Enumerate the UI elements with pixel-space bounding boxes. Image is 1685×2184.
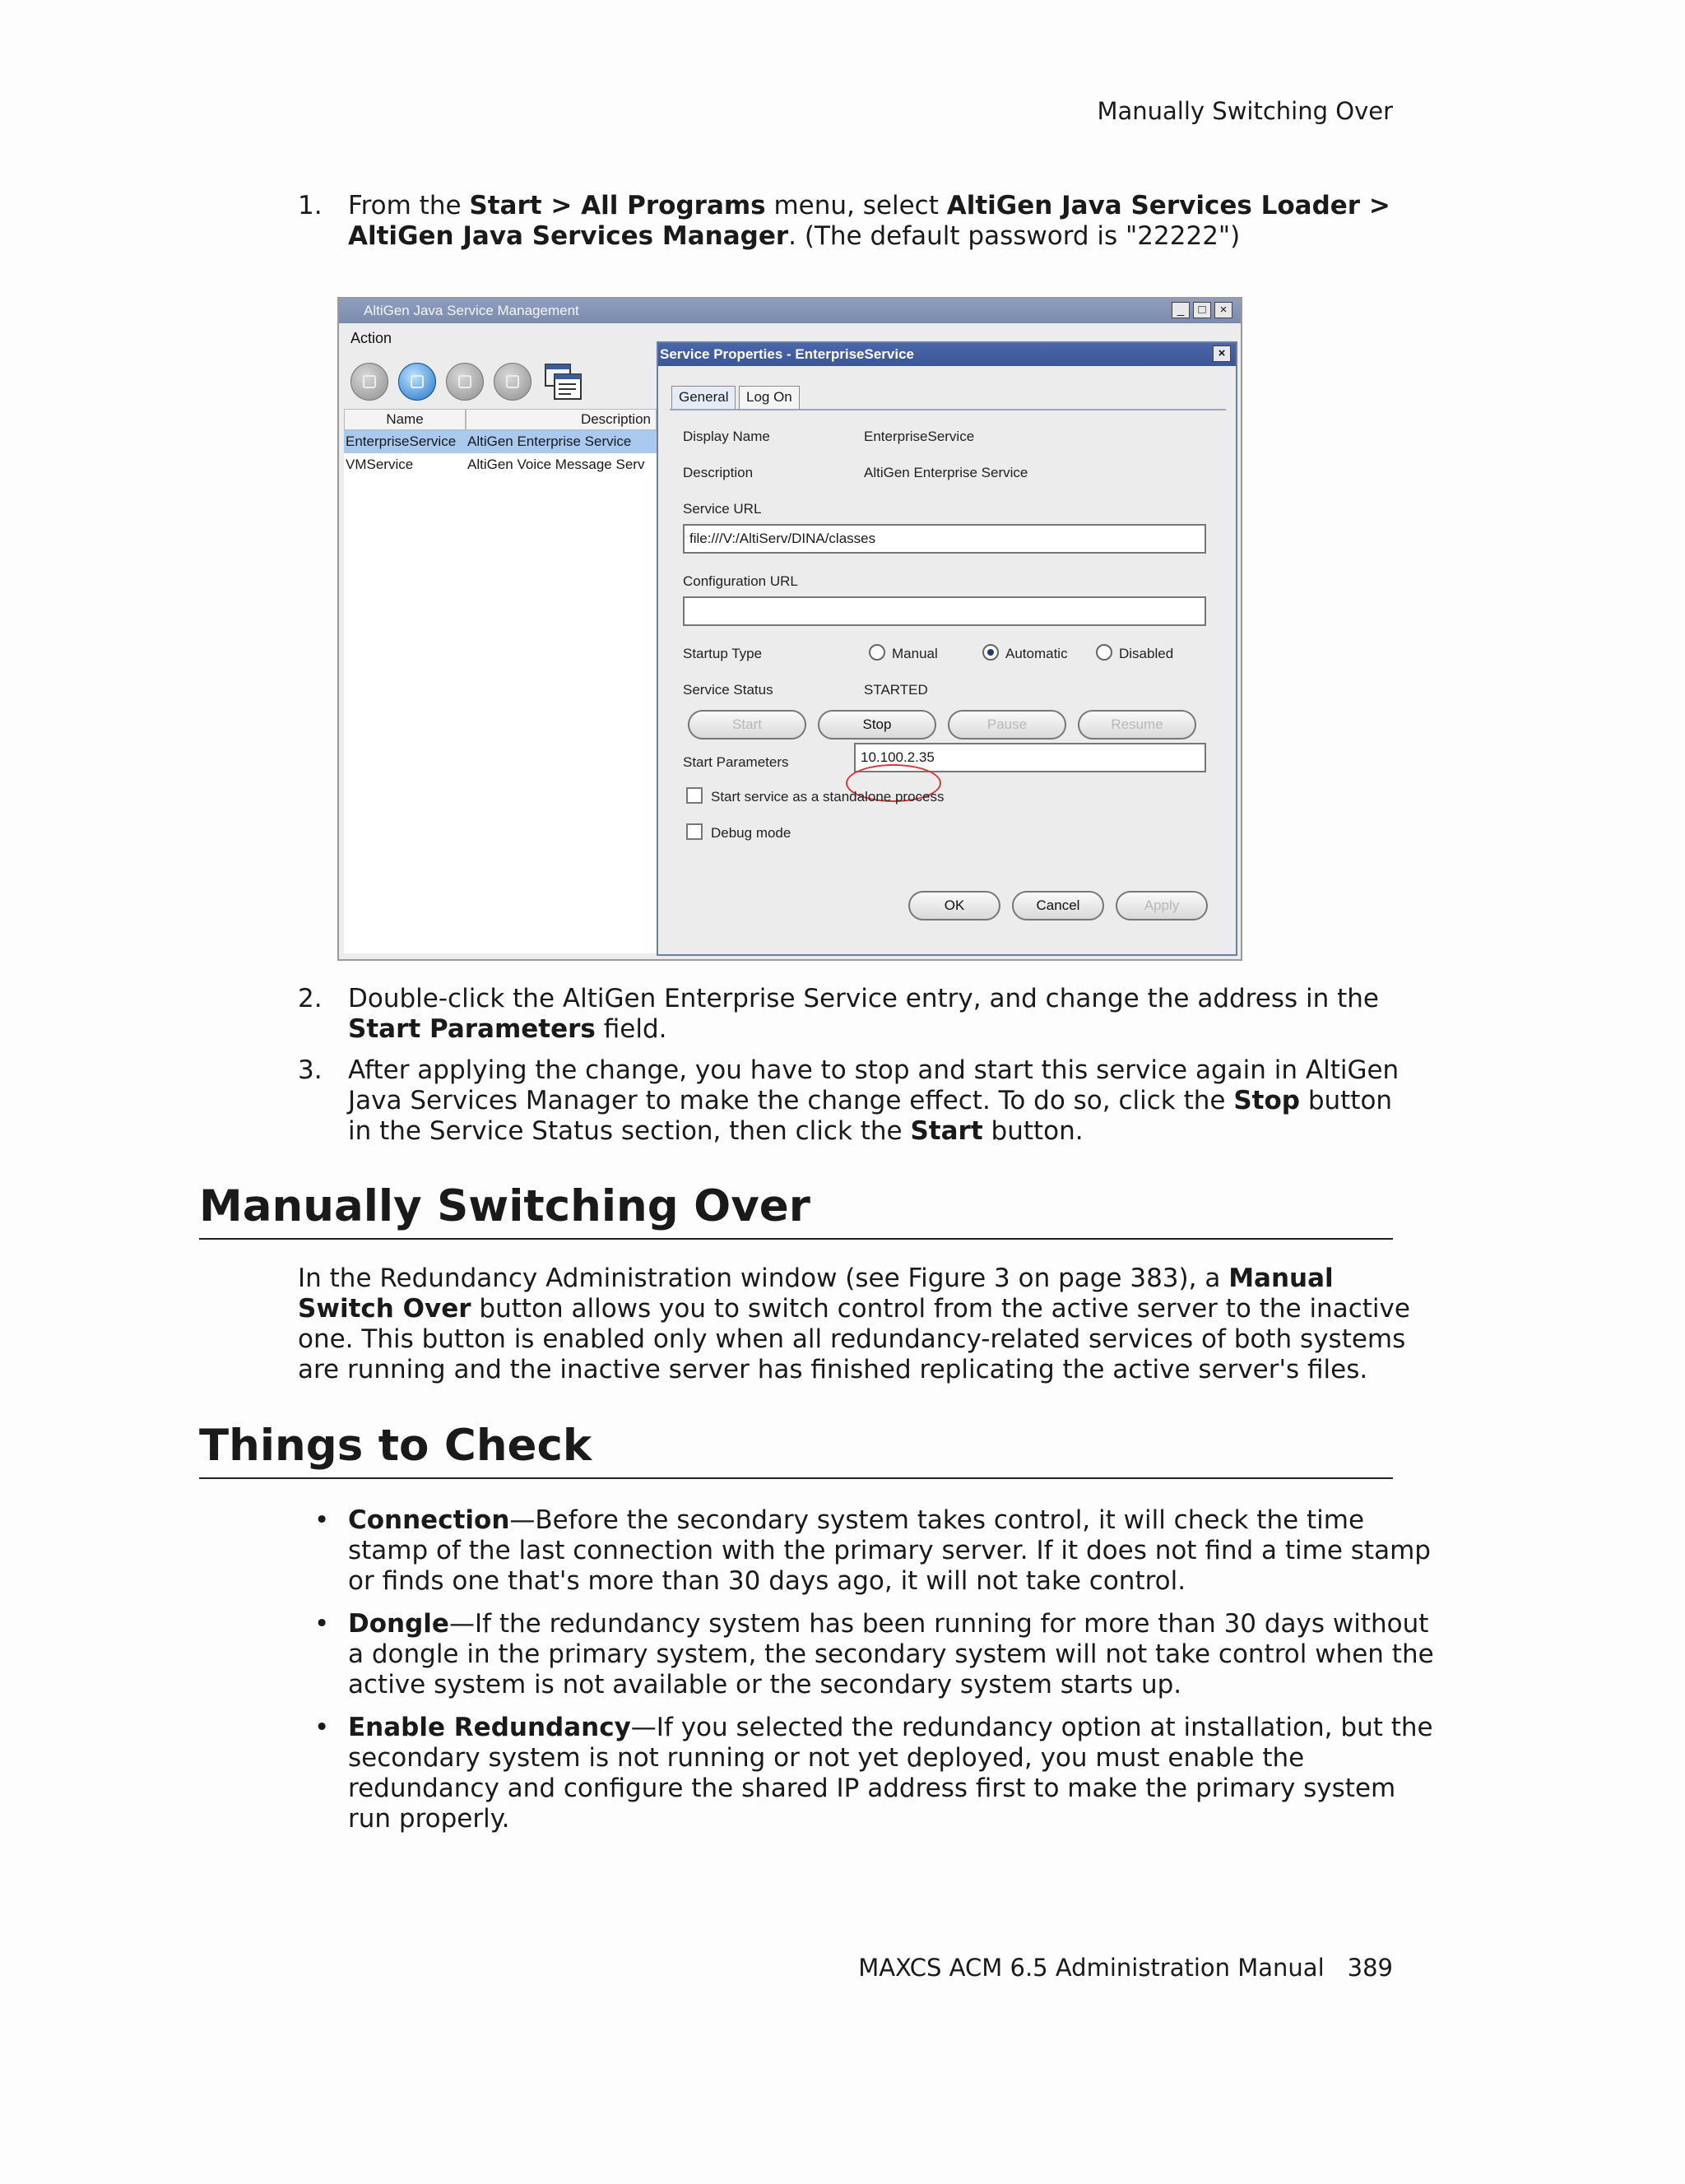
resume-icon[interactable]	[494, 363, 531, 401]
bullet-text: stamp of the last connection with the primary server. If it does not find a time stamp	[348, 1536, 1431, 1565]
bullet-term: Dongle	[348, 1609, 449, 1639]
column-header-description[interactable]: Description	[466, 409, 657, 430]
bullet-text: redundancy and configure the shared IP address first to make the primary system	[348, 1774, 1396, 1803]
running-header: Manually Switching Over	[1097, 97, 1393, 125]
bullet-text: —Before the secondary system takes control, it will check the time	[509, 1505, 1365, 1535]
bullet-text: —If the redundancy system has been running for more than 30 days without	[448, 1609, 1429, 1639]
paragraph-text: are running and the inactive server has finished replicating the active server's files.	[298, 1355, 1368, 1384]
tab-general[interactable]: General	[671, 386, 736, 409]
step-number: 1.	[298, 191, 323, 220]
step-text: Java Services Manager to make the change effect. To do so, click the	[348, 1086, 1234, 1115]
debug-checkbox[interactable]	[686, 823, 703, 840]
step-text: Double-click the AltiGen Enterprise Service entry, and change the address in the	[348, 984, 1379, 1013]
bullet-text: or finds one that's more than 30 days ago, it will not take control.	[348, 1566, 1186, 1596]
column-header-name[interactable]: Name	[344, 409, 466, 430]
stop-icon[interactable]	[398, 363, 436, 401]
paragraph-text: button allows you to switch control from the active server to the inactive	[471, 1294, 1410, 1324]
start-parameters-label: Start Parameters	[683, 754, 789, 770]
service-status-label: Service Status	[683, 682, 773, 698]
description-value: AltiGen Enterprise Service	[864, 465, 1028, 480]
display-name-value: EnterpriseService	[864, 429, 975, 444]
config-url-input[interactable]	[683, 596, 1206, 626]
config-url-label: Configuration URL	[683, 573, 798, 589]
start-icon[interactable]	[350, 363, 388, 401]
service-name: VMService	[346, 457, 414, 472]
field-name: Start Parameters	[348, 1014, 596, 1044]
step-text: After applying the change, you have to stop and start this service again in AltiGen	[348, 1055, 1400, 1085]
heading-rule	[199, 1477, 1393, 1479]
dialog-titlebar	[658, 343, 1236, 366]
radio-disabled[interactable]	[1096, 644, 1112, 661]
service-description: AltiGen Voice Message Serv	[467, 457, 645, 472]
list-item[interactable]	[344, 430, 657, 453]
service-url-input[interactable]: file:///V:/AltiServ/DINA/classes	[683, 524, 1206, 554]
maximize-button[interactable]: □	[1193, 302, 1211, 318]
step-text: in the Service Status section, then click the	[348, 1116, 911, 1146]
radio-manual[interactable]	[869, 644, 885, 661]
bullet-term: Connection	[348, 1505, 510, 1535]
list-item[interactable]	[344, 453, 657, 476]
bullet-text: active system is not available or the secondary system starts up.	[348, 1670, 1182, 1699]
radio-manual-label: Manual	[892, 646, 938, 661]
bullet: •	[314, 1713, 330, 1742]
bullet: •	[314, 1505, 330, 1535]
description-label: Description	[683, 465, 754, 480]
radio-automatic[interactable]	[982, 644, 999, 661]
program-folder: AltiGen Java Services Loader >	[946, 191, 1390, 220]
pause-button[interactable]: Pause	[948, 710, 1066, 740]
step-text: button.	[982, 1116, 1084, 1146]
bullet-text: a dongle in the primary system, the secondary system will not take control when the	[348, 1639, 1434, 1669]
display-name-label: Display Name	[683, 429, 770, 444]
step-number: 2.	[298, 984, 323, 1013]
step-number: 3.	[298, 1055, 323, 1085]
tab-divider	[670, 409, 1226, 410]
standalone-checkbox[interactable]	[686, 787, 703, 804]
start-parameters-input[interactable]: 10.100.2.35	[854, 743, 1206, 772]
radio-automatic-label: Automatic	[1005, 646, 1068, 661]
resume-button[interactable]: Resume	[1078, 710, 1196, 740]
manual-title: MAXCS ACM 6.5 Administration Manual	[858, 1954, 1325, 1982]
startup-type-label: Startup Type	[683, 646, 763, 661]
window-titlebar	[339, 299, 1241, 323]
page-number: 389	[1347, 1954, 1393, 1982]
service-name: EnterpriseService	[346, 434, 457, 449]
section-paragraph	[298, 1264, 1410, 1385]
menu-path: Start > All Programs	[469, 191, 766, 220]
section-heading: Things to Check	[199, 1421, 592, 1471]
minimize-button[interactable]: _	[1172, 302, 1190, 318]
step-text: . (The default password is "22222")	[788, 221, 1241, 251]
step-text: From the	[348, 191, 470, 220]
bullet: •	[314, 1609, 330, 1639]
tab-log-on[interactable]: Log On	[739, 386, 800, 409]
service-manager-screenshot	[337, 297, 1242, 961]
standalone-label: Start service as a standalone process	[711, 789, 945, 805]
bullet-term: Enable Redundancy	[348, 1713, 631, 1742]
apply-button[interactable]: Apply	[1116, 891, 1208, 920]
step-text: menu, select	[765, 191, 947, 220]
program-name: AltiGen Java Services Manager	[348, 221, 789, 251]
paragraph-text: In the Redundancy Administration window (see Figure 3 on page 383), a	[298, 1264, 1229, 1293]
service-status-value: STARTED	[864, 682, 928, 698]
button-name: Stop	[1233, 1086, 1300, 1115]
heading-rule	[199, 1238, 1393, 1240]
cancel-button[interactable]: Cancel	[1012, 891, 1104, 920]
section-heading: Manually Switching Over	[199, 1181, 810, 1231]
service-properties-dialog	[657, 341, 1237, 956]
button-name: Manual	[1228, 1264, 1334, 1293]
pause-icon[interactable]	[446, 363, 484, 401]
step-text: field.	[595, 1014, 667, 1044]
close-button[interactable]: ×	[1214, 302, 1232, 318]
menu-action[interactable]: Action	[350, 330, 392, 346]
service-list	[344, 430, 657, 953]
window-title: AltiGen Java Service Management	[364, 303, 579, 318]
dialog-close-button[interactable]: ×	[1213, 345, 1231, 362]
page-footer	[858, 1954, 1393, 1982]
dialog-title: Service Properties - EnterpriseService	[660, 346, 914, 362]
properties-icon[interactable]	[543, 359, 584, 402]
button-name: Start	[910, 1116, 983, 1146]
step-text: button	[1299, 1086, 1393, 1115]
bullet-text: secondary system is not running or not yet deployed, you must enable the	[348, 1743, 1305, 1773]
paragraph-text: one. This button is enabled only when all redundancy-related services of both systems	[298, 1324, 1406, 1354]
start-button[interactable]: Start	[688, 710, 806, 740]
service-url-label: Service URL	[683, 501, 762, 517]
service-description: AltiGen Enterprise Service	[467, 434, 632, 449]
bullet-text: run properly.	[348, 1804, 510, 1834]
stop-button[interactable]: Stop	[818, 710, 936, 740]
bullet-text: —If you selected the redundancy option at installation, but the	[630, 1713, 1433, 1742]
ok-button[interactable]: OK	[908, 891, 1000, 920]
button-name: Switch Over	[298, 1294, 471, 1324]
radio-disabled-label: Disabled	[1119, 646, 1174, 661]
debug-label: Debug mode	[711, 825, 791, 841]
